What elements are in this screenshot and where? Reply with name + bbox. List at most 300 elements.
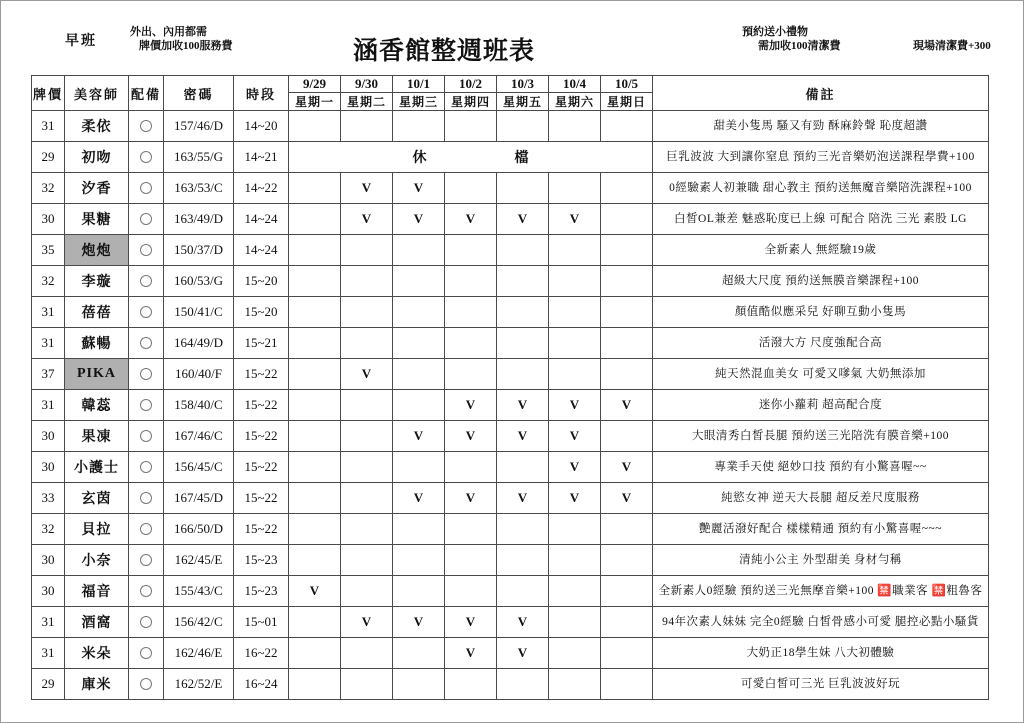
day-cell-10/1	[393, 328, 445, 359]
artist-name-cell: 小奈	[65, 545, 129, 576]
price-cell: 29	[32, 142, 65, 173]
column-header-equipment: 配備	[129, 76, 164, 111]
table-row	[32, 173, 989, 204]
timeslot-cell: 14~24	[234, 235, 289, 266]
price-cell: 31	[32, 607, 65, 638]
schedule-table	[31, 75, 989, 700]
day-cell-10/3	[497, 297, 549, 328]
timeslot-cell: 15~01	[234, 607, 289, 638]
day-header-date-9/29: 9/29	[289, 76, 341, 93]
price-cell: 33	[32, 483, 65, 514]
day-cell-9/29	[289, 173, 341, 204]
equipment-circle-icon	[140, 523, 152, 535]
table-row	[32, 297, 989, 328]
day-cell-10/5	[601, 359, 653, 390]
day-cell-9/30	[341, 514, 393, 545]
code-cell: 150/37/D	[164, 235, 234, 266]
price-cell: 29	[32, 669, 65, 700]
code-cell: 166/50/D	[164, 514, 234, 545]
equipment-circle-icon	[140, 275, 152, 287]
day-cell-10/3	[497, 452, 549, 483]
table-row	[32, 576, 989, 607]
day-cell-10/2	[445, 297, 497, 328]
equipment-circle-icon	[140, 368, 152, 380]
day-cell-10/2: V	[445, 483, 497, 514]
artist-name-cell: 韓蕊	[65, 390, 129, 421]
service-fee-note-line2: 牌價加收100服務費	[139, 39, 233, 52]
day-cell-9/29	[289, 204, 341, 235]
timeslot-cell: 15~20	[234, 297, 289, 328]
timeslot-cell: 16~22	[234, 638, 289, 669]
day-cell-9/29	[289, 266, 341, 297]
artist-name-cell: 米朵	[65, 638, 129, 669]
equipment-circle-icon	[140, 585, 152, 597]
day-cell-10/2	[445, 111, 497, 142]
day-cell-10/2	[445, 576, 497, 607]
equipment-cell	[129, 328, 164, 359]
artist-name-cell: PIKA	[65, 359, 129, 390]
day-header-weekday-10/5: 星期日	[601, 93, 653, 111]
day-cell-10/2	[445, 173, 497, 204]
code-cell: 162/45/E	[164, 545, 234, 576]
day-cell-10/1	[393, 390, 445, 421]
cleaning-fee-note-line2: 需加收100清潔費	[758, 39, 841, 52]
day-cell-9/29	[289, 545, 341, 576]
remark-cell: 白皙OL兼差 魅惑恥度已上線 可配合 陪洗 三光 素股 LG	[653, 204, 989, 235]
day-cell-10/2	[445, 514, 497, 545]
day-cell-10/5: V	[601, 390, 653, 421]
code-cell: 158/40/C	[164, 390, 234, 421]
price-cell: 31	[32, 390, 65, 421]
day-header-date-10/1: 10/1	[393, 76, 445, 93]
timeslot-cell: 14~21	[234, 142, 289, 173]
code-cell: 162/46/E	[164, 638, 234, 669]
price-cell: 32	[32, 173, 65, 204]
day-cell-9/30	[341, 297, 393, 328]
day-cell-9/29	[289, 390, 341, 421]
day-header-weekday-10/3: 星期五	[497, 93, 549, 111]
day-cell-10/1	[393, 359, 445, 390]
price-cell: 30	[32, 452, 65, 483]
day-cell-10/3	[497, 576, 549, 607]
equipment-circle-icon	[140, 616, 152, 628]
day-cell-9/30: V	[341, 204, 393, 235]
remark-cell: 大奶正18學生妹 八大初體驗	[653, 638, 989, 669]
code-cell: 163/53/C	[164, 173, 234, 204]
day-cell-10/4: V	[549, 204, 601, 235]
price-cell: 30	[32, 204, 65, 235]
day-cell-10/5	[601, 545, 653, 576]
day-cell-10/2	[445, 452, 497, 483]
day-cell-10/3	[497, 669, 549, 700]
day-cell-10/4	[549, 111, 601, 142]
price-cell: 31	[32, 111, 65, 142]
day-cell-10/3: V	[497, 204, 549, 235]
day-header-weekday-10/4: 星期六	[549, 93, 601, 111]
day-cell-10/4: V	[549, 452, 601, 483]
remark-cell: 清純小公主 外型甜美 身材勻稱	[653, 545, 989, 576]
equipment-cell	[129, 669, 164, 700]
day-cell-9/30	[341, 483, 393, 514]
table-row	[32, 204, 989, 235]
service-fee-note-line1: 外出、內用都需	[130, 26, 207, 38]
day-cell-10/1	[393, 514, 445, 545]
cleaning-fee-note-line1: 預約送小禮物	[742, 26, 808, 38]
artist-name-cell: 李璇	[65, 266, 129, 297]
artist-name-cell: 福音	[65, 576, 129, 607]
table-row	[32, 514, 989, 545]
day-cell-9/29	[289, 638, 341, 669]
service-fee-note	[130, 26, 233, 54]
price-cell: 31	[32, 328, 65, 359]
remark-cell: 超級大尺度 預約送無膜音樂課程+100	[653, 266, 989, 297]
day-cell-10/1	[393, 235, 445, 266]
code-cell: 155/43/C	[164, 576, 234, 607]
day-cell-10/2: V	[445, 390, 497, 421]
equipment-cell	[129, 576, 164, 607]
equipment-circle-icon	[140, 182, 152, 194]
day-header-date-9/30: 9/30	[341, 76, 393, 93]
day-cell-10/3	[497, 359, 549, 390]
column-header-code: 密碼	[164, 76, 234, 111]
equipment-cell	[129, 111, 164, 142]
day-cell-10/1	[393, 452, 445, 483]
day-cell-10/5	[601, 669, 653, 700]
day-cell-10/1	[393, 576, 445, 607]
remark-cell: 艷麗活潑好配合 樣樣精通 預約有小驚喜喔~~~	[653, 514, 989, 545]
day-cell-10/2	[445, 545, 497, 576]
timeslot-cell: 15~22	[234, 421, 289, 452]
day-cell-10/2	[445, 669, 497, 700]
day-cell-9/30	[341, 266, 393, 297]
day-cell-10/1: V	[393, 204, 445, 235]
remark-cell: 甜美小隻馬 騷又有勁 酥麻鈴聲 恥度超讚	[653, 111, 989, 142]
day-cell-10/4	[549, 607, 601, 638]
day-header-weekday-9/30: 星期二	[341, 93, 393, 111]
day-cell-9/29	[289, 111, 341, 142]
onsite-cleaning-fee-note: 現場清潔費+300	[913, 40, 991, 52]
day-cell-9/29	[289, 514, 341, 545]
cleaning-fee-note	[742, 26, 841, 54]
day-cell-10/4	[549, 173, 601, 204]
equipment-circle-icon	[140, 554, 152, 566]
price-cell: 31	[32, 638, 65, 669]
day-cell-10/2: V	[445, 638, 497, 669]
remark-cell: 大眼清秀白皙長腿 預約送三光陪洗有膜音樂+100	[653, 421, 989, 452]
day-cell-10/5	[601, 266, 653, 297]
week-off-cell	[289, 142, 653, 173]
equipment-circle-icon	[140, 213, 152, 225]
artist-name-cell: 果糖	[65, 204, 129, 235]
table-row	[32, 266, 989, 297]
table-row	[32, 607, 989, 638]
timeslot-cell: 16~24	[234, 669, 289, 700]
day-cell-9/29	[289, 297, 341, 328]
column-header-artist: 美容師	[65, 76, 129, 111]
remark-cell: 顏值酷似應采兒 好聊互動小隻馬	[653, 297, 989, 328]
artist-name-cell: 庫米	[65, 669, 129, 700]
code-cell: 163/49/D	[164, 204, 234, 235]
day-cell-10/5	[601, 607, 653, 638]
day-header-weekday-9/29: 星期一	[289, 93, 341, 111]
day-cell-10/2: V	[445, 607, 497, 638]
code-cell: 167/46/C	[164, 421, 234, 452]
day-header-date-10/3: 10/3	[497, 76, 549, 93]
day-cell-10/1	[393, 111, 445, 142]
day-cell-10/4	[549, 638, 601, 669]
day-cell-10/3: V	[497, 483, 549, 514]
day-cell-10/5: V	[601, 452, 653, 483]
day-cell-9/30	[341, 421, 393, 452]
remark-cell: 活潑大方 尺度強配合高	[653, 328, 989, 359]
table-header-row-dates	[32, 76, 989, 93]
day-cell-9/30	[341, 111, 393, 142]
day-cell-10/1	[393, 638, 445, 669]
day-cell-9/30: V	[341, 359, 393, 390]
day-cell-10/1: V	[393, 607, 445, 638]
remark-cell: 94年次素人妹妹 完全0經驗 白皙骨感小可愛 腿控必點小騷貨	[653, 607, 989, 638]
day-cell-10/4	[549, 235, 601, 266]
timeslot-cell: 15~21	[234, 328, 289, 359]
price-cell: 30	[32, 576, 65, 607]
day-cell-9/30: V	[341, 607, 393, 638]
day-cell-10/3: V	[497, 390, 549, 421]
equipment-circle-icon	[140, 120, 152, 132]
equipment-circle-icon	[140, 647, 152, 659]
day-cell-10/5	[601, 576, 653, 607]
timeslot-cell: 14~24	[234, 204, 289, 235]
code-cell: 164/49/D	[164, 328, 234, 359]
equipment-cell	[129, 514, 164, 545]
day-cell-9/30	[341, 390, 393, 421]
day-cell-9/30	[341, 452, 393, 483]
remark-cell: 全新素人0經驗 預約送三光無摩音樂+100 🈲職業客 🈲粗魯客	[653, 576, 989, 607]
table-row	[32, 452, 989, 483]
artist-name-cell: 貝拉	[65, 514, 129, 545]
day-cell-10/1: V	[393, 483, 445, 514]
day-cell-9/30	[341, 328, 393, 359]
equipment-cell	[129, 142, 164, 173]
day-cell-10/5	[601, 204, 653, 235]
artist-name-cell: 初吻	[65, 142, 129, 173]
rest-label-2: 檔	[514, 151, 529, 166]
day-cell-10/3	[497, 514, 549, 545]
equipment-circle-icon	[140, 337, 152, 349]
day-cell-9/30	[341, 545, 393, 576]
day-cell-9/29	[289, 607, 341, 638]
day-cell-10/3: V	[497, 607, 549, 638]
day-cell-10/5	[601, 111, 653, 142]
day-header-date-10/4: 10/4	[549, 76, 601, 93]
timeslot-cell: 15~23	[234, 576, 289, 607]
day-cell-10/5	[601, 235, 653, 266]
artist-name-cell: 小護士	[65, 452, 129, 483]
remark-cell: 迷你小蘿莉 超高配合度	[653, 390, 989, 421]
equipment-cell	[129, 359, 164, 390]
day-cell-10/3: V	[497, 421, 549, 452]
timeslot-cell: 15~20	[234, 266, 289, 297]
equipment-cell	[129, 266, 164, 297]
timeslot-cell: 15~22	[234, 390, 289, 421]
remark-cell: 純慾女神 逆天大長腿 超反差尺度服務	[653, 483, 989, 514]
day-cell-9/29	[289, 359, 341, 390]
day-cell-9/30	[341, 669, 393, 700]
remark-cell: 專業手天使 絕妙口技 預約有小驚喜喔~~	[653, 452, 989, 483]
day-header-date-10/5: 10/5	[601, 76, 653, 93]
day-cell-10/1	[393, 266, 445, 297]
column-header-price: 牌價	[32, 76, 65, 111]
code-cell: 156/42/C	[164, 607, 234, 638]
day-cell-10/3	[497, 111, 549, 142]
week-off-labels	[289, 147, 652, 167]
equipment-cell	[129, 390, 164, 421]
day-cell-10/3	[497, 328, 549, 359]
equipment-cell	[129, 483, 164, 514]
table-row	[32, 142, 989, 173]
equipment-cell	[129, 297, 164, 328]
remark-cell: 全新素人 無經驗19歲	[653, 235, 989, 266]
day-header-weekday-10/2: 星期四	[445, 93, 497, 111]
day-cell-10/3	[497, 545, 549, 576]
code-cell: 160/40/F	[164, 359, 234, 390]
timeslot-cell: 14~20	[234, 111, 289, 142]
day-cell-9/30	[341, 638, 393, 669]
equipment-circle-icon	[140, 430, 152, 442]
day-cell-10/1	[393, 669, 445, 700]
table-row	[32, 421, 989, 452]
shift-label: 早班	[65, 34, 97, 49]
day-cell-10/5	[601, 421, 653, 452]
code-cell: 163/55/G	[164, 142, 234, 173]
price-cell: 32	[32, 514, 65, 545]
code-cell: 156/45/C	[164, 452, 234, 483]
day-cell-10/4: V	[549, 421, 601, 452]
day-cell-9/29	[289, 483, 341, 514]
day-cell-10/2	[445, 266, 497, 297]
day-cell-9/29	[289, 452, 341, 483]
price-cell: 31	[32, 297, 65, 328]
day-cell-10/5	[601, 173, 653, 204]
equipment-cell	[129, 638, 164, 669]
table-row	[32, 359, 989, 390]
timeslot-cell: 15~22	[234, 359, 289, 390]
price-cell: 30	[32, 421, 65, 452]
column-header-remark: 備註	[653, 76, 989, 111]
table-row	[32, 638, 989, 669]
rest-label-1: 休	[412, 151, 427, 166]
day-cell-10/1: V	[393, 173, 445, 204]
code-cell: 162/52/E	[164, 669, 234, 700]
price-cell: 37	[32, 359, 65, 390]
day-cell-9/29	[289, 328, 341, 359]
table-row	[32, 328, 989, 359]
day-cell-10/1	[393, 297, 445, 328]
equipment-circle-icon	[140, 399, 152, 411]
remark-cell: 0經驗素人初兼職 甜心教主 預約送無魔音樂陪洗課程+100	[653, 173, 989, 204]
equipment-circle-icon	[140, 306, 152, 318]
artist-name-cell: 酒窩	[65, 607, 129, 638]
day-cell-10/1: V	[393, 421, 445, 452]
day-cell-10/2: V	[445, 421, 497, 452]
code-cell: 150/41/C	[164, 297, 234, 328]
equipment-circle-icon	[140, 461, 152, 473]
column-header-timeslot: 時段	[234, 76, 289, 111]
price-cell: 32	[32, 266, 65, 297]
equipment-cell	[129, 173, 164, 204]
day-cell-10/2: V	[445, 204, 497, 235]
day-cell-9/29: V	[289, 576, 341, 607]
day-cell-10/5	[601, 638, 653, 669]
day-header-date-10/2: 10/2	[445, 76, 497, 93]
equipment-circle-icon	[140, 244, 152, 256]
day-cell-10/4: V	[549, 483, 601, 514]
day-cell-9/29	[289, 669, 341, 700]
artist-name-cell: 玄茵	[65, 483, 129, 514]
timeslot-cell: 15~22	[234, 452, 289, 483]
day-cell-9/29	[289, 235, 341, 266]
equipment-cell	[129, 204, 164, 235]
artist-name-cell: 蘇暢	[65, 328, 129, 359]
artist-name-cell: 蓓蓓	[65, 297, 129, 328]
artist-name-cell: 果凍	[65, 421, 129, 452]
table-row	[32, 669, 989, 700]
day-cell-10/2	[445, 359, 497, 390]
day-cell-10/4	[549, 359, 601, 390]
table-row	[32, 235, 989, 266]
day-header-weekday-10/1: 星期三	[393, 93, 445, 111]
day-cell-10/5	[601, 514, 653, 545]
day-cell-9/29	[289, 421, 341, 452]
day-cell-10/3	[497, 173, 549, 204]
day-cell-10/5	[601, 297, 653, 328]
price-cell: 35	[32, 235, 65, 266]
price-cell: 30	[32, 545, 65, 576]
equipment-cell	[129, 607, 164, 638]
table-row	[32, 111, 989, 142]
timeslot-cell: 15~23	[234, 545, 289, 576]
table-row	[32, 390, 989, 421]
equipment-cell	[129, 421, 164, 452]
equipment-cell	[129, 452, 164, 483]
day-cell-10/3	[497, 235, 549, 266]
day-cell-10/4	[549, 297, 601, 328]
table-row	[32, 483, 989, 514]
timeslot-cell: 14~22	[234, 173, 289, 204]
table-row	[32, 545, 989, 576]
day-cell-10/4	[549, 328, 601, 359]
remark-cell: 純天然混血美女 可愛又嗲氣 大奶無添加	[653, 359, 989, 390]
day-cell-10/4	[549, 545, 601, 576]
day-cell-9/30	[341, 235, 393, 266]
day-cell-10/5	[601, 328, 653, 359]
timeslot-cell: 15~22	[234, 483, 289, 514]
day-cell-10/1	[393, 545, 445, 576]
artist-name-cell: 汐香	[65, 173, 129, 204]
day-cell-10/4	[549, 576, 601, 607]
code-cell: 167/45/D	[164, 483, 234, 514]
day-cell-10/2	[445, 328, 497, 359]
day-cell-10/2	[445, 235, 497, 266]
remark-cell: 巨乳波波 大到讓你窒息 預約三光音樂奶泡送課程學費+100	[653, 142, 989, 173]
day-cell-9/30: V	[341, 173, 393, 204]
artist-name-cell: 柔依	[65, 111, 129, 142]
artist-name-cell: 炮炮	[65, 235, 129, 266]
page-title: 涵香館整週班表	[353, 38, 536, 65]
remark-cell: 可愛白皙可三光 巨乳波波好玩	[653, 669, 989, 700]
day-cell-9/30	[341, 576, 393, 607]
day-cell-10/4: V	[549, 390, 601, 421]
day-cell-10/5: V	[601, 483, 653, 514]
